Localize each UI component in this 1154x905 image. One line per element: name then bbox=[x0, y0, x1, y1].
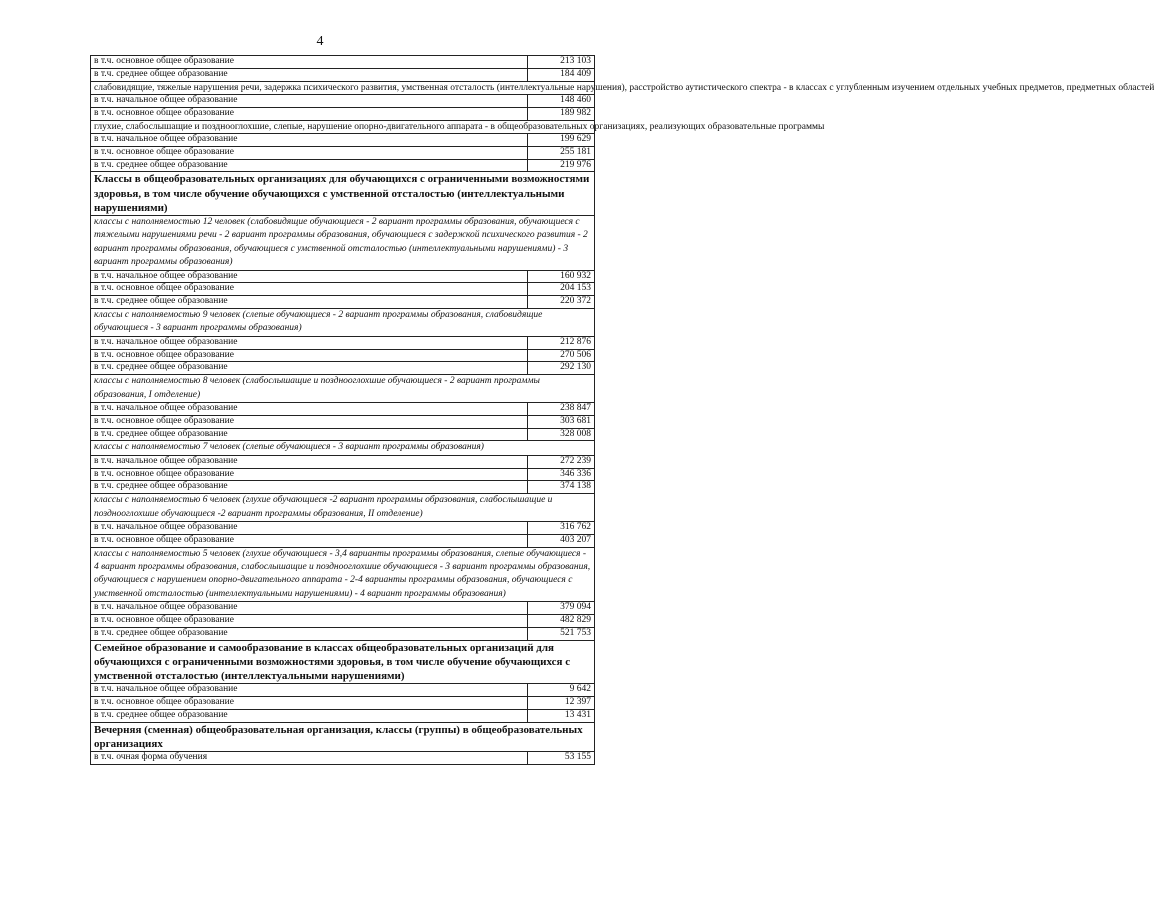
class-group-row bbox=[91, 309, 595, 337]
row-label: в т.ч. основное общее образование bbox=[91, 615, 528, 628]
table-row bbox=[91, 336, 595, 349]
row-value: 220 372 bbox=[528, 296, 595, 309]
table-row bbox=[91, 468, 595, 481]
table-row bbox=[91, 455, 595, 468]
row-value: 346 336 bbox=[528, 468, 595, 481]
table-row bbox=[91, 697, 595, 710]
row-value: 204 153 bbox=[528, 283, 595, 296]
row-value: 13 431 bbox=[528, 709, 595, 722]
row-description: классы с наполняемостью 12 человек (слабовидящие обучающиеся - 2 вариант программы образования, обучающиеся с тяжелыми нарушениями речи - 2 вариант программы образования, обучающиеся с задержкой психического развития - 2 вариант программы образования, обучающиеся с умственной отсталостью (интеллектуальными нарушениями) - 3 вариант программы образования) bbox=[91, 216, 595, 271]
section-heading-row bbox=[91, 722, 595, 751]
row-label: в т.ч. основное общее образование bbox=[91, 415, 528, 428]
class-group-row bbox=[91, 494, 595, 522]
table-row bbox=[91, 684, 595, 697]
row-label: в т.ч. основное общее образование bbox=[91, 534, 528, 547]
row-label: в т.ч. начальное общее образование bbox=[91, 95, 528, 108]
row-label: в т.ч. начальное общее образование bbox=[91, 684, 528, 697]
section-heading: Вечерняя (сменная) общеобразовательная организация, классы (группы) в общеобразовательных организациях bbox=[91, 722, 595, 751]
row-value: 270 506 bbox=[528, 349, 595, 362]
section-heading-row bbox=[91, 640, 595, 684]
category-row bbox=[91, 120, 595, 133]
table-row bbox=[91, 296, 595, 309]
row-value: 482 829 bbox=[528, 615, 595, 628]
table-row bbox=[91, 107, 595, 120]
table-row bbox=[91, 522, 595, 535]
table-row bbox=[91, 134, 595, 147]
row-label: в т.ч. основное общее образование bbox=[91, 107, 528, 120]
class-group-row bbox=[91, 547, 595, 602]
row-value: 53 155 bbox=[528, 752, 595, 765]
row-value: 292 130 bbox=[528, 362, 595, 375]
table-row bbox=[91, 428, 595, 441]
row-label: в т.ч. среднее общее образование bbox=[91, 481, 528, 494]
row-value: 184 409 bbox=[528, 68, 595, 81]
row-label: в т.ч. основное общее образование bbox=[91, 146, 528, 159]
row-label: в т.ч. начальное общее образование bbox=[91, 270, 528, 283]
section-heading: Классы в общеобразовательных организациях для обучающихся с ограниченными возможностями здоровья, в том числе обучение обучающихся с умственной отсталостью (интеллектуальными нарушениями) bbox=[91, 172, 595, 216]
row-label: в т.ч. начальное общее образование bbox=[91, 403, 528, 416]
table-row bbox=[91, 159, 595, 172]
row-label: в т.ч. начальное общее образование bbox=[91, 455, 528, 468]
row-label: в т.ч. среднее общее образование bbox=[91, 296, 528, 309]
table-row bbox=[91, 68, 595, 81]
row-value: 12 397 bbox=[528, 697, 595, 710]
row-description: классы с наполняемостью 5 человек (глухие обучающиеся - 3,4 варианты программы образования, слепые обучающиеся - 4 вариант программы образования, слабослышащие и позднооглохшие обучающиеся - 3 вариант программы образования, обучающиеся с нарушением опорно-двигательного аппарата - 2-4 варианты программы образования, обучающиеся с умственной отсталостью (интеллектуальными нарушениями) - 4 вариант программы образования) bbox=[91, 547, 595, 602]
row-value: 272 239 bbox=[528, 455, 595, 468]
table-row bbox=[91, 602, 595, 615]
row-label: в т.ч. основное общее образование bbox=[91, 56, 528, 69]
table-row bbox=[91, 146, 595, 159]
section-heading-row bbox=[91, 172, 595, 216]
row-description: классы с наполняемостью 8 человек (слабослышащие и позднооглохшие обучающиеся - 2 вариант программы образования, I отделение) bbox=[91, 375, 595, 403]
row-value: 213 103 bbox=[528, 56, 595, 69]
row-value: 521 753 bbox=[528, 627, 595, 640]
category-row bbox=[91, 81, 595, 94]
row-value: 328 008 bbox=[528, 428, 595, 441]
row-value: 403 207 bbox=[528, 534, 595, 547]
row-value: 316 762 bbox=[528, 522, 595, 535]
row-value: 189 982 bbox=[528, 107, 595, 120]
row-value: 379 094 bbox=[528, 602, 595, 615]
row-label: в т.ч. среднее общее образование bbox=[91, 709, 528, 722]
row-label: в т.ч. начальное общее образование bbox=[91, 602, 528, 615]
table-row bbox=[91, 615, 595, 628]
row-value: 255 181 bbox=[528, 146, 595, 159]
row-value: 199 629 bbox=[528, 134, 595, 147]
row-value: 9 642 bbox=[528, 684, 595, 697]
row-description: глухие, слабослышащие и позднооглохшие, слепые, нарушение опорно-двигательного аппарата - в общеобразовательных организациях, реализующих образовательные программы bbox=[91, 120, 595, 133]
class-group-row bbox=[91, 375, 595, 403]
table-row bbox=[91, 403, 595, 416]
row-label: в т.ч. начальное общее образование bbox=[91, 134, 528, 147]
row-value: 238 847 bbox=[528, 403, 595, 416]
table-row bbox=[91, 752, 595, 765]
row-value: 148 460 bbox=[528, 95, 595, 108]
row-label: в т.ч. среднее общее образование bbox=[91, 627, 528, 640]
table-row bbox=[91, 349, 595, 362]
row-value: 374 138 bbox=[528, 481, 595, 494]
section-heading: Семейное образование и самообразование в классах общеобразовательных организаций для обучающихся с ограниченными возможностями здоровья, в том числе обучение обучающихся с умственной отсталостью (интеллектуальными нарушениями) bbox=[91, 640, 595, 684]
row-label: в т.ч. среднее общее образование bbox=[91, 362, 528, 375]
row-label: в т.ч. среднее общее образование bbox=[91, 428, 528, 441]
class-group-row bbox=[91, 441, 595, 455]
row-label: в т.ч. основное общее образование bbox=[91, 468, 528, 481]
page-number: 4 bbox=[316, 34, 324, 49]
table-row bbox=[91, 534, 595, 547]
row-label: в т.ч. среднее общее образование bbox=[91, 68, 528, 81]
table-row bbox=[91, 362, 595, 375]
row-value: 303 681 bbox=[528, 415, 595, 428]
table-row bbox=[91, 415, 595, 428]
row-description: классы с наполняемостью 7 человек (слепые обучающиеся - 3 вариант программы образования) bbox=[91, 441, 595, 455]
row-label: в т.ч. основное общее образование bbox=[91, 349, 528, 362]
row-label: в т.ч. среднее общее образование bbox=[91, 159, 528, 172]
table-row bbox=[91, 270, 595, 283]
row-description: классы с наполняемостью 9 человек (слепые обучающиеся - 2 вариант программы образования, слабовидящие обучающиеся - 3 вариант программы образования) bbox=[91, 309, 595, 337]
row-value: 212 876 bbox=[528, 336, 595, 349]
table-row bbox=[91, 95, 595, 108]
row-label: в т.ч. основное общее образование bbox=[91, 283, 528, 296]
row-label: в т.ч. начальное общее образование bbox=[91, 336, 528, 349]
row-description: слабовидящие, тяжелые нарушения речи, задержка психического развития, умственная отсталость (интеллектуальные нарушения), расстройство аутистического спектра - в классах с углубленным изучением отдельных учебных предметов, предметных областей bbox=[91, 81, 595, 94]
table-row bbox=[91, 709, 595, 722]
cost-table bbox=[90, 55, 1154, 765]
class-group-row bbox=[91, 216, 595, 271]
table-row bbox=[91, 56, 595, 69]
row-label: в т.ч. очная форма обучения bbox=[91, 752, 528, 765]
row-value: 160 932 bbox=[528, 270, 595, 283]
table-row bbox=[91, 283, 595, 296]
table-row bbox=[91, 627, 595, 640]
row-description: классы с наполняемостью 6 человек (глухие обучающиеся -2 вариант программы образования, слабослышащие и позднооглохшие обучающиеся -2 вариант программы образования, II отделение) bbox=[91, 494, 595, 522]
row-value: 219 976 bbox=[528, 159, 595, 172]
row-label: в т.ч. основное общее образование bbox=[91, 697, 528, 710]
row-label: в т.ч. начальное общее образование bbox=[91, 522, 528, 535]
table-row bbox=[91, 481, 595, 494]
